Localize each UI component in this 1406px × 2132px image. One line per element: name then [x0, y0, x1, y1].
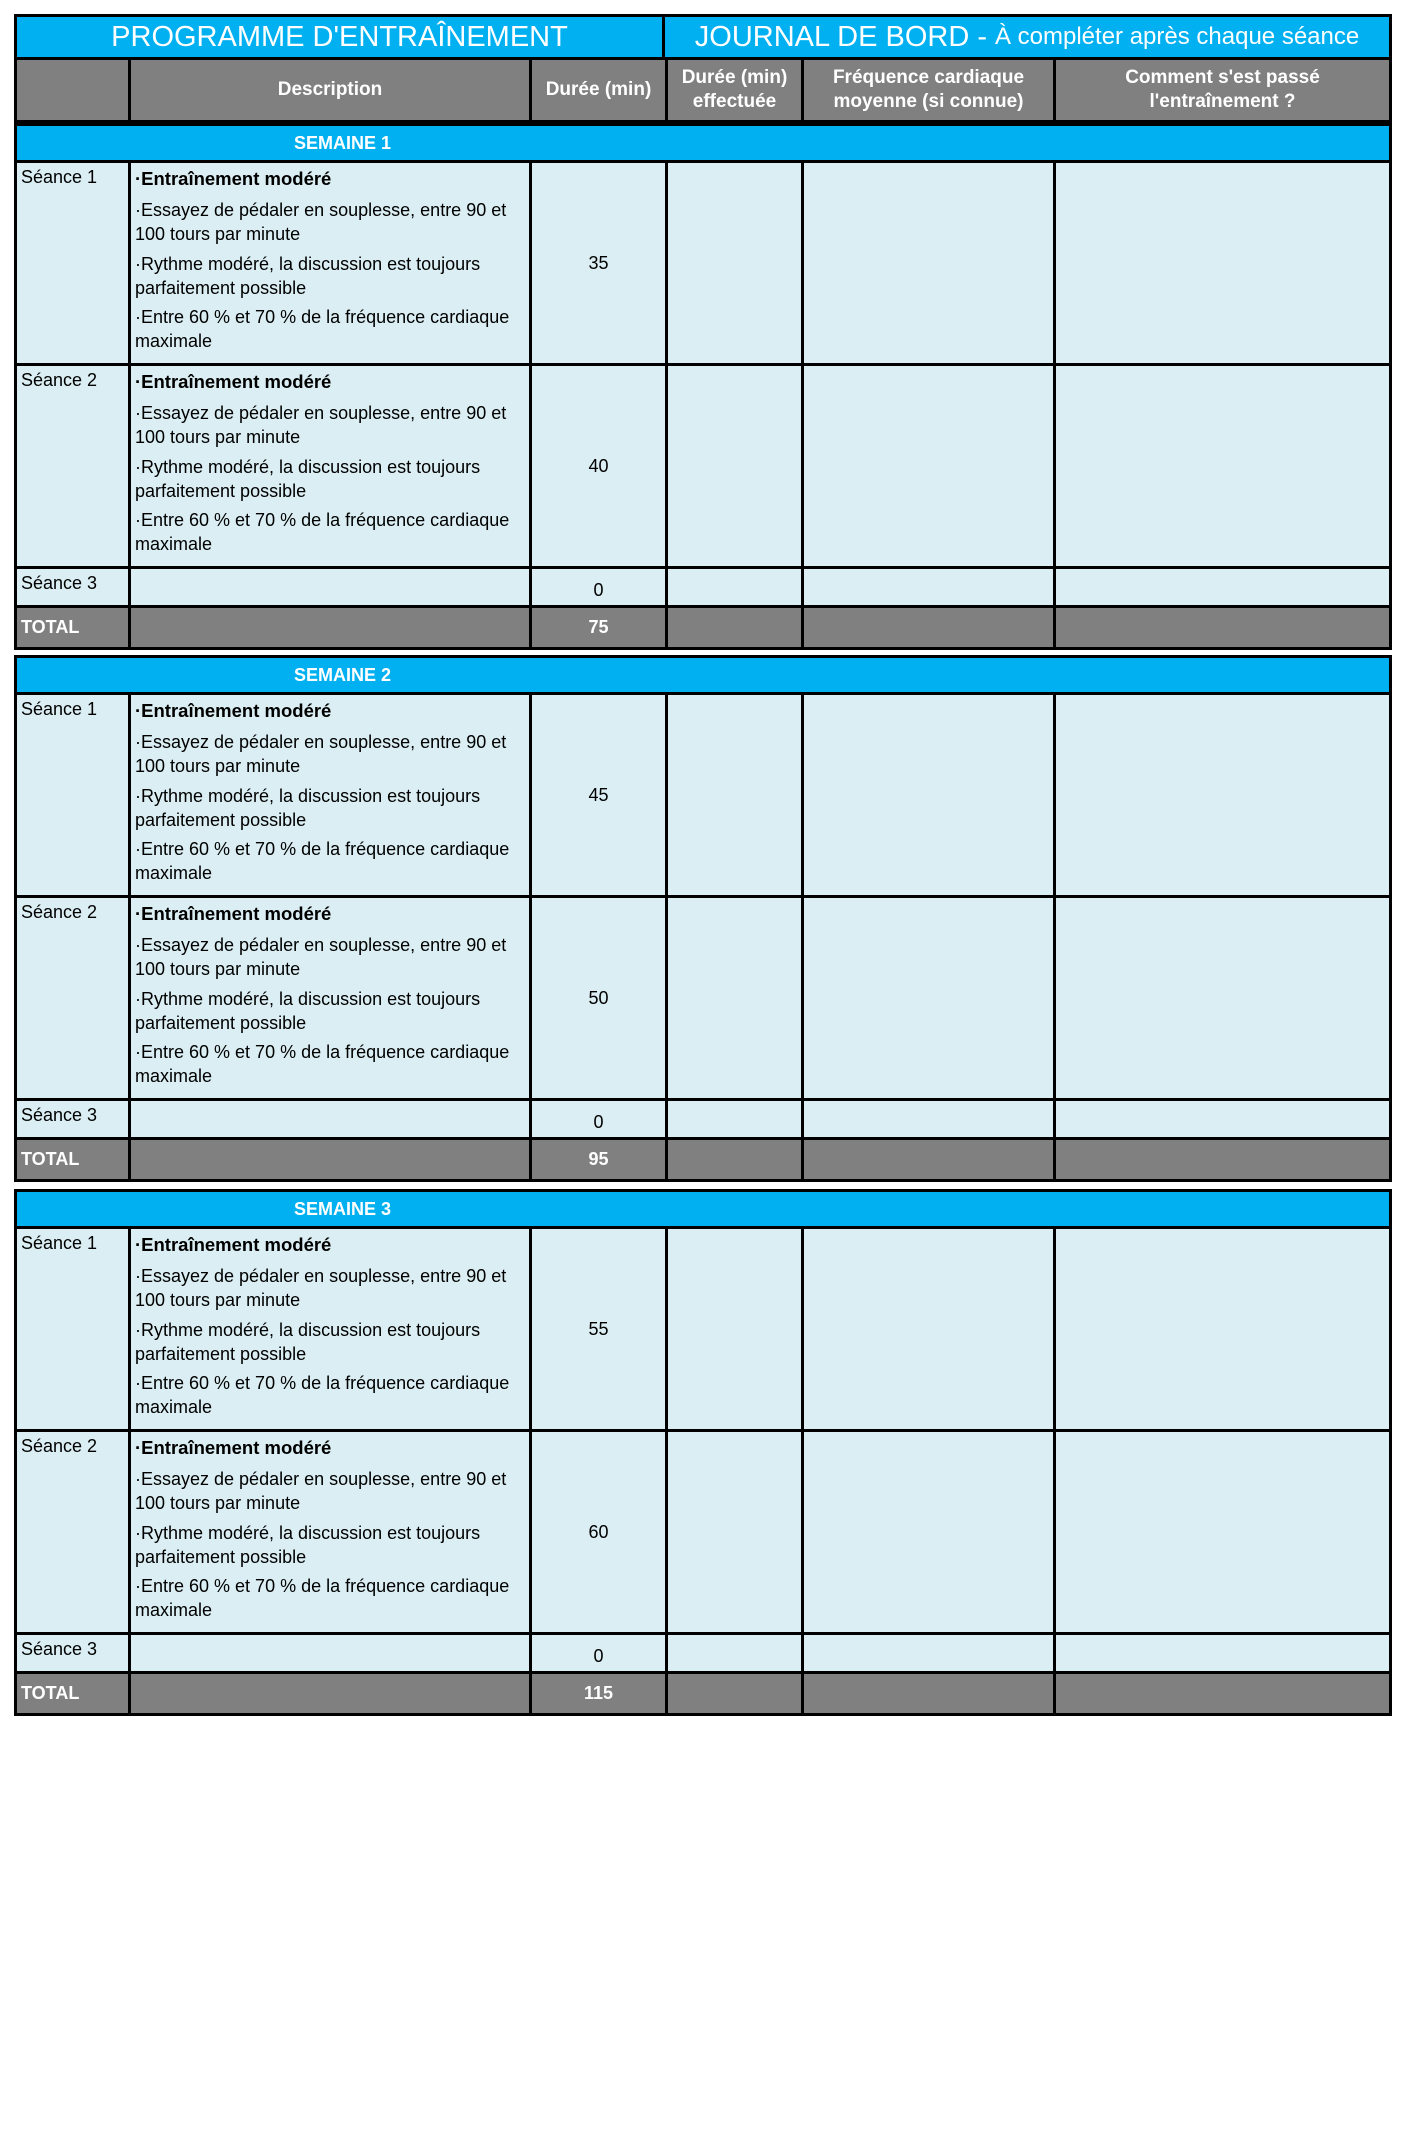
heart-rate-cell[interactable]	[804, 1229, 1056, 1429]
total-heart-rate-cell	[804, 608, 1056, 647]
duration-done-cell[interactable]	[668, 1432, 804, 1632]
week-header	[17, 1192, 1389, 1229]
duration-done-cell[interactable]	[668, 695, 804, 895]
session-duration: 45	[532, 695, 668, 895]
session-duration: 0	[532, 1101, 668, 1137]
total-duration-done-cell	[668, 608, 804, 647]
description-bullet: ·Rythme modéré, la discussion est toujours parfaitement possible	[135, 1319, 481, 1364]
duration-done-cell[interactable]	[668, 163, 804, 363]
session-description	[131, 569, 532, 605]
total-description-cell	[131, 1674, 532, 1713]
session-label: Séance 1	[17, 163, 131, 363]
session-row	[17, 695, 1389, 898]
comment-cell[interactable]	[1056, 1101, 1389, 1137]
description-title: ·Entraînement modéré	[135, 903, 332, 924]
journal-subtitle: À compléter après chaque séance	[994, 23, 1360, 50]
comment-cell[interactable]	[1056, 1635, 1389, 1671]
week-label: SEMAINE 1	[293, 132, 392, 153]
comment-cell[interactable]	[1056, 1432, 1389, 1632]
session-label: Séance 2	[17, 366, 131, 566]
col-header-description: Description	[131, 60, 532, 120]
session-description	[131, 1635, 532, 1671]
week-block	[14, 655, 1392, 1182]
description-bullet: ·Essayez de pédaler en souplesse, entre 90 et 100 tours par minute	[135, 732, 507, 777]
description-title: ·Entraînement modéré	[135, 1234, 332, 1255]
duration-done-cell[interactable]	[668, 366, 804, 566]
total-duration: 95	[532, 1140, 668, 1179]
description-title: ·Entraînement modéré	[135, 371, 332, 392]
session-description	[131, 1229, 532, 1429]
heart-rate-cell[interactable]	[804, 695, 1056, 895]
comment-cell[interactable]	[1056, 366, 1389, 566]
session-description	[131, 695, 532, 895]
session-label: Séance 3	[17, 1635, 131, 1671]
session-description	[131, 898, 532, 1098]
description-title: ·Entraînement modéré	[135, 1437, 332, 1458]
session-row	[17, 1432, 1389, 1635]
duration-done-cell[interactable]	[668, 898, 804, 1098]
comment-cell[interactable]	[1056, 695, 1389, 895]
total-heart-rate-cell	[804, 1674, 1056, 1713]
session-label: Séance 3	[17, 1101, 131, 1137]
session-label: Séance 2	[17, 898, 131, 1098]
session-description	[131, 1101, 532, 1137]
session-row	[17, 1229, 1389, 1432]
description-bullet: ·Rythme modéré, la discussion est toujours parfaitement possible	[135, 253, 481, 298]
description-bullet: ·Rythme modéré, la discussion est toujours parfaitement possible	[135, 988, 481, 1033]
session-duration: 50	[532, 898, 668, 1098]
heart-rate-cell[interactable]	[804, 366, 1056, 566]
heart-rate-cell[interactable]	[804, 1635, 1056, 1671]
description-title: ·Entraînement modéré	[135, 700, 332, 721]
description-bullet: ·Essayez de pédaler en souplesse, entre 90 et 100 tours par minute	[135, 403, 507, 448]
heart-rate-cell[interactable]	[804, 898, 1056, 1098]
total-duration: 115	[532, 1674, 668, 1713]
week-block	[14, 1189, 1392, 1716]
description-bullet: ·Rythme modéré, la discussion est toujours parfaitement possible	[135, 456, 481, 501]
description-bullet: ·Entre 60 % et 70 % de la fréquence cardiaque maximale	[135, 307, 510, 352]
comment-cell[interactable]	[1056, 569, 1389, 605]
session-description	[131, 1432, 532, 1632]
comment-cell[interactable]	[1056, 163, 1389, 363]
session-duration: 60	[532, 1432, 668, 1632]
duration-done-cell[interactable]	[668, 1101, 804, 1137]
description-bullet: ·Rythme modéré, la discussion est toujours parfaitement possible	[135, 1522, 481, 1567]
total-row	[17, 1674, 1389, 1713]
description-bullet: ·Entre 60 % et 70 % de la fréquence cardiaque maximale	[135, 1373, 510, 1418]
week-block	[14, 123, 1392, 650]
duration-done-cell[interactable]	[668, 1229, 804, 1429]
week-label: SEMAINE 2	[293, 664, 392, 685]
total-comment-cell	[1056, 608, 1389, 647]
session-duration: 0	[532, 1635, 668, 1671]
session-duration: 0	[532, 569, 668, 605]
total-duration-done-cell	[668, 1140, 804, 1179]
session-description	[131, 366, 532, 566]
description-bullet: ·Essayez de pédaler en souplesse, entre 90 et 100 tours par minute	[135, 1469, 507, 1514]
col-header-heart-rate: Fréquence cardiaque moyenne (si connue)	[804, 60, 1056, 120]
session-row	[17, 1635, 1389, 1674]
description-bullet: ·Essayez de pédaler en souplesse, entre 90 et 100 tours par minute	[135, 1266, 507, 1311]
heart-rate-cell[interactable]	[804, 1101, 1056, 1137]
heart-rate-cell[interactable]	[804, 163, 1056, 363]
total-heart-rate-cell	[804, 1140, 1056, 1179]
total-comment-cell	[1056, 1140, 1389, 1179]
description-bullet: ·Entre 60 % et 70 % de la fréquence cardiaque maximale	[135, 1576, 510, 1621]
session-label: Séance 2	[17, 1432, 131, 1632]
col-header-comment: Comment s'est passé l'entraînement ?	[1125, 67, 1320, 112]
description-bullet: ·Essayez de pédaler en souplesse, entre 90 et 100 tours par minute	[135, 200, 507, 245]
program-title: PROGRAMME D'ENTRAÎNEMENT	[14, 14, 665, 60]
heart-rate-cell[interactable]	[804, 1432, 1056, 1632]
total-label: TOTAL	[17, 1140, 131, 1179]
session-label: Séance 3	[17, 569, 131, 605]
session-duration: 55	[532, 1229, 668, 1429]
total-duration-done-cell	[668, 1674, 804, 1713]
description-bullet: ·Rythme modéré, la discussion est toujours parfaitement possible	[135, 785, 481, 830]
week-header	[17, 126, 1389, 163]
session-row	[17, 163, 1389, 366]
session-label: Séance 1	[17, 1229, 131, 1429]
description-bullet: ·Entre 60 % et 70 % de la fréquence cardiaque maximale	[135, 1042, 510, 1087]
session-description	[131, 163, 532, 363]
title-row	[14, 14, 1392, 60]
journal-title-main: JOURNAL DE BORD -	[694, 20, 987, 53]
description-bullet: ·Essayez de pédaler en souplesse, entre 90 et 100 tours par minute	[135, 935, 507, 980]
duration-done-cell[interactable]	[668, 569, 804, 605]
description-bullet: ·Entre 60 % et 70 % de la fréquence cardiaque maximale	[135, 839, 510, 884]
total-row	[17, 608, 1389, 647]
col-header-session	[17, 60, 131, 120]
comment-cell[interactable]	[1056, 898, 1389, 1098]
total-description-cell	[131, 1140, 532, 1179]
description-title: ·Entraînement modéré	[135, 168, 332, 189]
total-comment-cell	[1056, 1674, 1389, 1713]
week-label: SEMAINE 3	[293, 1198, 392, 1219]
comment-cell[interactable]	[1056, 1229, 1389, 1429]
total-row	[17, 1140, 1389, 1179]
session-label: Séance 1	[17, 695, 131, 895]
week-header	[17, 658, 1389, 695]
total-label: TOTAL	[17, 1674, 131, 1713]
session-duration: 35	[532, 163, 668, 363]
column-header-row	[14, 60, 1392, 123]
session-row	[17, 366, 1389, 569]
total-duration: 75	[532, 608, 668, 647]
total-description-cell	[131, 608, 532, 647]
heart-rate-cell[interactable]	[804, 569, 1056, 605]
total-label: TOTAL	[17, 608, 131, 647]
session-row	[17, 569, 1389, 608]
session-duration: 40	[532, 366, 668, 566]
duration-done-cell[interactable]	[668, 1635, 804, 1671]
session-row	[17, 1101, 1389, 1140]
description-bullet: ·Entre 60 % et 70 % de la fréquence cardiaque maximale	[135, 510, 510, 555]
col-header-duration-done: Durée (min) effectuée	[668, 60, 804, 120]
journal-title	[665, 14, 1392, 60]
session-row	[17, 898, 1389, 1101]
col-header-duration: Durée (min)	[532, 60, 668, 120]
